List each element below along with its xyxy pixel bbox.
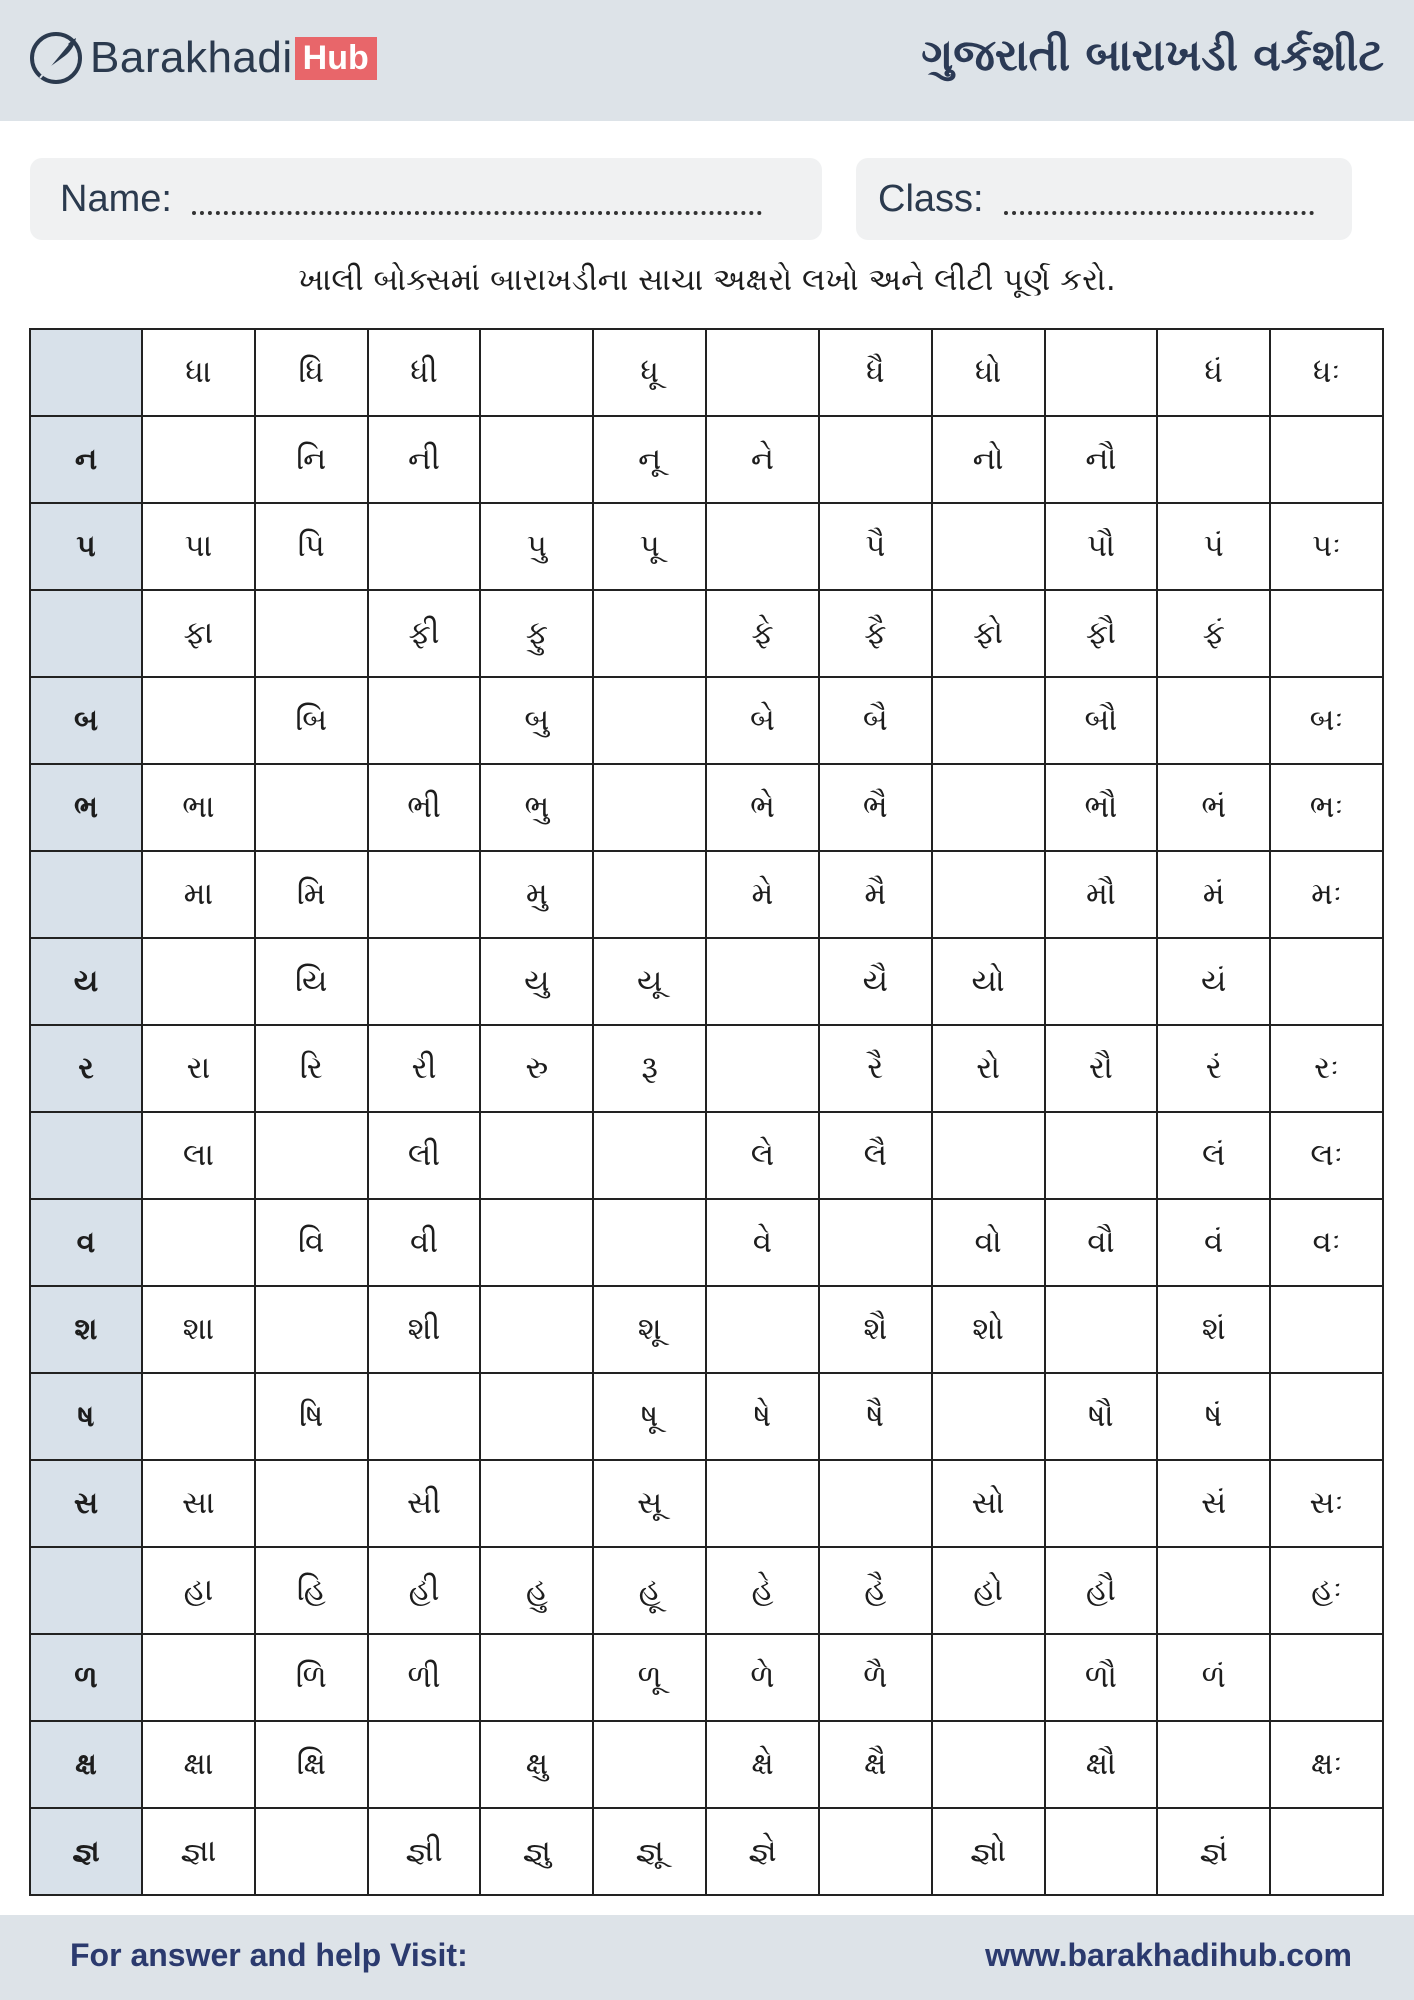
letter-cell: લા — [142, 1112, 255, 1199]
letter-cell: ક્ષા — [142, 1721, 255, 1808]
logo-badge: Hub — [295, 37, 377, 80]
blank-answer-cell[interactable] — [819, 1808, 932, 1895]
blank-answer-cell[interactable] — [1045, 1808, 1158, 1895]
letter-cell: સો — [932, 1460, 1045, 1547]
row-consonant-cell: વ — [30, 1199, 142, 1286]
letter-cell: સં — [1157, 1460, 1270, 1547]
row-consonant-cell: સ — [30, 1460, 142, 1547]
letter-cell: રઃ — [1270, 1025, 1383, 1112]
blank-answer-cell[interactable] — [706, 938, 819, 1025]
table-row — [30, 1199, 1383, 1286]
name-input-line[interactable] — [192, 211, 762, 215]
row-consonant-cell: ળ — [30, 1634, 142, 1721]
letter-cell: યુ — [480, 938, 593, 1025]
table-row — [30, 590, 1383, 677]
letter-cell: હી — [368, 1547, 481, 1634]
letter-cell: હા — [142, 1547, 255, 1634]
letter-cell: વૌ — [1045, 1199, 1158, 1286]
letter-cell: સી — [368, 1460, 481, 1547]
letter-cell: રી — [368, 1025, 481, 1112]
blank-answer-cell[interactable] — [819, 1199, 932, 1286]
letter-cell: પિ — [255, 503, 368, 590]
blank-answer-cell[interactable] — [142, 416, 255, 503]
table-row — [30, 1025, 1383, 1112]
letter-cell: ધો — [932, 329, 1045, 416]
letter-cell: ળી — [368, 1634, 481, 1721]
blank-answer-cell[interactable] — [932, 1634, 1045, 1721]
letter-cell: વો — [932, 1199, 1045, 1286]
letter-cell: જ્ઞૂ — [593, 1808, 706, 1895]
blank-answer-cell[interactable] — [368, 851, 481, 938]
blank-answer-cell[interactable] — [1157, 416, 1270, 503]
blank-answer-cell[interactable] — [593, 851, 706, 938]
letter-cell: મં — [1157, 851, 1270, 938]
row-consonant-cell: ય — [30, 938, 142, 1025]
blank-answer-cell[interactable] — [255, 1460, 368, 1547]
letter-cell: નો — [932, 416, 1045, 503]
blank-answer-cell[interactable] — [593, 1199, 706, 1286]
letter-cell: મૌ — [1045, 851, 1158, 938]
header — [0, 0, 1414, 121]
blank-answer-cell[interactable] — [593, 1721, 706, 1808]
blank-answer-cell[interactable] — [1270, 590, 1383, 677]
letter-cell: ષે — [706, 1373, 819, 1460]
blank-answer-cell[interactable] — [1157, 1721, 1270, 1808]
letter-cell: બૌ — [1045, 677, 1158, 764]
row-consonant-cell: ર — [30, 1025, 142, 1112]
blank-answer-cell[interactable] — [706, 329, 819, 416]
blank-answer-cell[interactable] — [255, 1112, 368, 1199]
logo-text: Barakhadi — [90, 33, 293, 82]
letter-cell: ભૈ — [819, 764, 932, 851]
table-row — [30, 329, 1383, 416]
blank-answer-cell[interactable] — [480, 329, 593, 416]
row-consonant-cell[interactable] — [30, 590, 142, 677]
footer — [0, 1915, 1414, 2000]
letter-cell: યો — [932, 938, 1045, 1025]
letter-cell: હે — [706, 1547, 819, 1634]
blank-answer-cell[interactable] — [932, 764, 1045, 851]
row-consonant-cell: શ — [30, 1286, 142, 1373]
letter-cell: ફં — [1157, 590, 1270, 677]
blank-answer-cell[interactable] — [932, 851, 1045, 938]
letter-cell: રં — [1157, 1025, 1270, 1112]
blank-answer-cell[interactable] — [480, 1634, 593, 1721]
blank-answer-cell[interactable] — [480, 416, 593, 503]
blank-answer-cell[interactable] — [932, 1373, 1045, 1460]
blank-answer-cell[interactable] — [593, 1112, 706, 1199]
letter-cell: રૈ — [819, 1025, 932, 1112]
letter-cell: ળૂ — [593, 1634, 706, 1721]
table-row — [30, 1112, 1383, 1199]
class-input-line[interactable] — [1004, 211, 1314, 215]
row-consonant-cell: પ — [30, 503, 142, 590]
letter-cell: ધિ — [255, 329, 368, 416]
letter-cell: મૈ — [819, 851, 932, 938]
letter-cell: વે — [706, 1199, 819, 1286]
blank-answer-cell[interactable] — [255, 764, 368, 851]
letter-cell: હૈ — [819, 1547, 932, 1634]
letter-cell: ળૌ — [1045, 1634, 1158, 1721]
letter-cell: ક્ષે — [706, 1721, 819, 1808]
letter-cell: ક્ષઃ — [1270, 1721, 1383, 1808]
letter-cell: નિ — [255, 416, 368, 503]
letter-cell: શા — [142, 1286, 255, 1373]
letter-cell: ભૌ — [1045, 764, 1158, 851]
letter-cell: મઃ — [1270, 851, 1383, 938]
letter-cell: બઃ — [1270, 677, 1383, 764]
letter-cell: સઃ — [1270, 1460, 1383, 1547]
letter-cell: ફુ — [480, 590, 593, 677]
letter-cell: ની — [368, 416, 481, 503]
blank-answer-cell[interactable] — [1270, 1808, 1383, 1895]
blank-answer-cell[interactable] — [706, 1460, 819, 1547]
letter-cell: ક્ષુ — [480, 1721, 593, 1808]
letter-cell: લઃ — [1270, 1112, 1383, 1199]
row-consonant-cell[interactable] — [30, 851, 142, 938]
table-row — [30, 764, 1383, 851]
letter-cell: ને — [706, 416, 819, 503]
letter-cell: ળં — [1157, 1634, 1270, 1721]
blank-answer-cell[interactable] — [1045, 938, 1158, 1025]
letter-cell: શૂ — [593, 1286, 706, 1373]
letter-cell: ધૂ — [593, 329, 706, 416]
blank-answer-cell[interactable] — [368, 938, 481, 1025]
blank-answer-cell[interactable] — [480, 1460, 593, 1547]
letter-cell: જ્ઞો — [932, 1808, 1045, 1895]
blank-answer-cell[interactable] — [480, 1286, 593, 1373]
letter-cell: ધૈ — [819, 329, 932, 416]
letter-cell: ભે — [706, 764, 819, 851]
letter-cell: શો — [932, 1286, 1045, 1373]
page-title: ગુજરાતી બારાખડી વર્કશીટ — [921, 30, 1384, 81]
letter-cell: મા — [142, 851, 255, 938]
blank-answer-cell[interactable] — [593, 764, 706, 851]
blank-answer-cell[interactable] — [255, 1808, 368, 1895]
letter-cell: ભી — [368, 764, 481, 851]
letter-cell: ફા — [142, 590, 255, 677]
blank-answer-cell[interactable] — [480, 1373, 593, 1460]
blank-answer-cell[interactable] — [706, 1286, 819, 1373]
letter-cell: ક્ષૌ — [1045, 1721, 1158, 1808]
footer-website-link[interactable]: www.barakhadihub.com — [985, 1937, 1352, 1973]
letter-cell: શી — [368, 1286, 481, 1373]
letter-cell: જ્ઞં — [1157, 1808, 1270, 1895]
table-row — [30, 1808, 1383, 1895]
letter-cell: હૂ — [593, 1547, 706, 1634]
row-consonant-cell: ભ — [30, 764, 142, 851]
letter-cell: રુ — [480, 1025, 593, 1112]
letter-cell: યૈ — [819, 938, 932, 1025]
table-row — [30, 1721, 1383, 1808]
blank-answer-cell[interactable] — [1157, 1547, 1270, 1634]
letter-cell: ક્ષિ — [255, 1721, 368, 1808]
letter-cell: યૂ — [593, 938, 706, 1025]
letter-cell: લં — [1157, 1112, 1270, 1199]
letter-cell: નૌ — [1045, 416, 1158, 503]
letter-cell: ફૈ — [819, 590, 932, 677]
table-row — [30, 1373, 1383, 1460]
letter-cell: જ્ઞા — [142, 1808, 255, 1895]
letter-cell: ફો — [932, 590, 1045, 677]
blank-answer-cell[interactable] — [1045, 1286, 1158, 1373]
name-field[interactable] — [30, 158, 822, 240]
letter-cell: બિ — [255, 677, 368, 764]
letter-cell: ષિ — [255, 1373, 368, 1460]
letter-cell: જ્ઞુ — [480, 1808, 593, 1895]
blank-answer-cell[interactable] — [480, 1199, 593, 1286]
blank-answer-cell[interactable] — [932, 1112, 1045, 1199]
blank-answer-cell[interactable] — [142, 938, 255, 1025]
letter-cell: લૈ — [819, 1112, 932, 1199]
letter-cell: પુ — [480, 503, 593, 590]
letter-cell: પૌ — [1045, 503, 1158, 590]
blank-answer-cell[interactable] — [932, 677, 1045, 764]
table-row — [30, 677, 1383, 764]
letter-cell: હુ — [480, 1547, 593, 1634]
letter-cell: વઃ — [1270, 1199, 1383, 1286]
letter-cell: લે — [706, 1112, 819, 1199]
blank-answer-cell[interactable] — [1045, 329, 1158, 416]
row-consonant-cell: ક્ષ — [30, 1721, 142, 1808]
letter-cell: રો — [932, 1025, 1045, 1112]
logo[interactable] — [26, 26, 377, 90]
letter-cell: ફી — [368, 590, 481, 677]
feather-logo-icon — [26, 28, 86, 88]
letter-cell: વી — [368, 1199, 481, 1286]
blank-answer-cell[interactable] — [142, 1199, 255, 1286]
letter-cell: બે — [706, 677, 819, 764]
letter-cell: ક્ષૈ — [819, 1721, 932, 1808]
letter-cell: વિ — [255, 1199, 368, 1286]
letter-cell: રૌ — [1045, 1025, 1158, 1112]
letter-cell: ધી — [368, 329, 481, 416]
letter-cell: જ્ઞી — [368, 1808, 481, 1895]
table-row — [30, 851, 1383, 938]
letter-cell: બૈ — [819, 677, 932, 764]
blank-answer-cell[interactable] — [368, 1373, 481, 1460]
table-row — [30, 1286, 1383, 1373]
letter-cell: ષૂ — [593, 1373, 706, 1460]
table-row — [30, 1634, 1383, 1721]
letter-cell: જ્ઞે — [706, 1808, 819, 1895]
letter-cell: સૂ — [593, 1460, 706, 1547]
blank-answer-cell[interactable] — [1270, 1373, 1383, 1460]
blank-answer-cell[interactable] — [142, 1373, 255, 1460]
blank-answer-cell[interactable] — [932, 1721, 1045, 1808]
class-field[interactable] — [856, 158, 1352, 240]
letter-cell: ફૌ — [1045, 590, 1158, 677]
letter-cell: મુ — [480, 851, 593, 938]
blank-answer-cell[interactable] — [819, 416, 932, 503]
blank-answer-cell[interactable] — [1270, 1634, 1383, 1721]
letter-cell: હિ — [255, 1547, 368, 1634]
name-label: Name: — [60, 177, 172, 220]
blank-answer-cell[interactable] — [255, 590, 368, 677]
letter-cell: હઃ — [1270, 1547, 1383, 1634]
letter-cell: નૂ — [593, 416, 706, 503]
table-row — [30, 938, 1383, 1025]
row-consonant-cell[interactable] — [30, 1547, 142, 1634]
blank-answer-cell[interactable] — [819, 1460, 932, 1547]
letter-cell: રૂ — [593, 1025, 706, 1112]
table-row — [30, 1460, 1383, 1547]
blank-answer-cell[interactable] — [1270, 1286, 1383, 1373]
blank-answer-cell[interactable] — [1270, 938, 1383, 1025]
letter-cell: લી — [368, 1112, 481, 1199]
letter-cell: પઃ — [1270, 503, 1383, 590]
letter-cell: શૈ — [819, 1286, 932, 1373]
blank-answer-cell[interactable] — [368, 1721, 481, 1808]
letter-cell: ષં — [1157, 1373, 1270, 1460]
letter-cell: રા — [142, 1025, 255, 1112]
letter-cell: પા — [142, 503, 255, 590]
footer-help-text: For answer and help Visit: — [70, 1937, 468, 1973]
row-consonant-cell: બ — [30, 677, 142, 764]
letter-cell: યં — [1157, 938, 1270, 1025]
blank-answer-cell[interactable] — [368, 677, 481, 764]
letter-cell: મિ — [255, 851, 368, 938]
letter-cell: ષૌ — [1045, 1373, 1158, 1460]
row-consonant-cell: જ્ઞ — [30, 1808, 142, 1895]
letter-cell: ધા — [142, 329, 255, 416]
letter-cell: હો — [932, 1547, 1045, 1634]
blank-answer-cell[interactable] — [1045, 1112, 1158, 1199]
letter-cell: ભા — [142, 764, 255, 851]
letter-cell: શં — [1157, 1286, 1270, 1373]
letter-cell: ભં — [1157, 764, 1270, 851]
blank-answer-cell[interactable] — [706, 1025, 819, 1112]
letter-cell: ળિ — [255, 1634, 368, 1721]
letter-cell: ળૈ — [819, 1634, 932, 1721]
table-row — [30, 503, 1383, 590]
blank-answer-cell[interactable] — [1270, 416, 1383, 503]
letter-cell: ભુ — [480, 764, 593, 851]
letter-cell: મે — [706, 851, 819, 938]
blank-answer-cell[interactable] — [593, 590, 706, 677]
blank-answer-cell[interactable] — [932, 503, 1045, 590]
letter-cell: રિ — [255, 1025, 368, 1112]
letter-cell: ફે — [706, 590, 819, 677]
instruction-text: ખાલી બોક્સમાં બારાખડીના સાચા અક્ષરો લખો અને લીટી પૂર્ણ કરો. — [298, 262, 1116, 298]
row-consonant-cell: ન — [30, 416, 142, 503]
letter-cell: ધં — [1157, 329, 1270, 416]
blank-answer-cell[interactable] — [1045, 1460, 1158, 1547]
row-consonant-cell[interactable] — [30, 1112, 142, 1199]
row-consonant-cell[interactable] — [30, 329, 142, 416]
letter-cell: ષૈ — [819, 1373, 932, 1460]
blank-answer-cell[interactable] — [706, 503, 819, 590]
letter-cell: ળે — [706, 1634, 819, 1721]
letter-cell: ધઃ — [1270, 329, 1383, 416]
letter-cell: વં — [1157, 1199, 1270, 1286]
blank-answer-cell[interactable] — [593, 677, 706, 764]
blank-answer-cell[interactable] — [142, 677, 255, 764]
letter-cell: યિ — [255, 938, 368, 1025]
letter-cell: પૂ — [593, 503, 706, 590]
blank-answer-cell[interactable] — [368, 503, 481, 590]
letter-cell: પૈ — [819, 503, 932, 590]
letter-cell: પં — [1157, 503, 1270, 590]
letter-cell: હૌ — [1045, 1547, 1158, 1634]
blank-answer-cell[interactable] — [1157, 677, 1270, 764]
class-label: Class: — [878, 177, 984, 220]
barakhadi-grid — [29, 328, 1384, 1896]
letter-cell: સા — [142, 1460, 255, 1547]
letter-cell: ભઃ — [1270, 764, 1383, 851]
table-row — [30, 1547, 1383, 1634]
row-consonant-cell: ષ — [30, 1373, 142, 1460]
blank-answer-cell[interactable] — [480, 1112, 593, 1199]
blank-answer-cell[interactable] — [142, 1634, 255, 1721]
blank-answer-cell[interactable] — [255, 1286, 368, 1373]
letter-cell: બુ — [480, 677, 593, 764]
table-row — [30, 416, 1383, 503]
